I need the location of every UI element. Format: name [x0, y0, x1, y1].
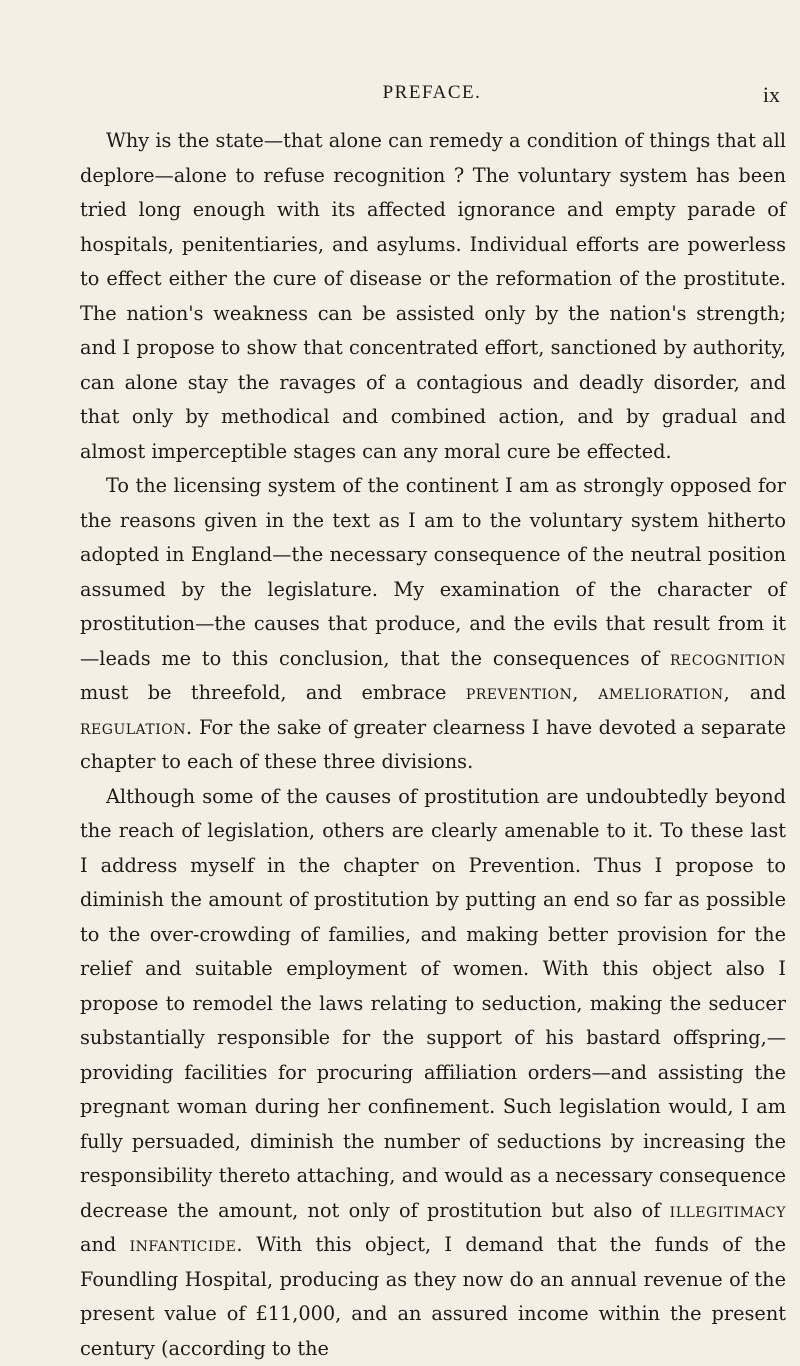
text-run: Although some of the causes of prostitution are undoubtedly beyond the reach of legislation, others are clearly amenable to it. To these last I address myself in the chapter on Prevention. Thus I propose to diminish the amount of prostitution by putting an end so far as possible to the over-crowding of families, and making better provision for the relief and suitable employment of women. With this object also I propose to remodel the laws relating to seduction, making the seducer substantially responsible for the support of his bastard offspring,—providing facilities for procuring affiliation orders—and assisting the pregnant woman during her confinement. Such legislation would, I am fully persuaded, diminish the number of seductions by increasing the responsibility thereto attaching, and would as a necessary consequence decrease the amount, not only of prostitution but also of: [80, 785, 786, 1222]
paragraph-2: [80, 469, 786, 780]
body-text: [80, 124, 786, 1366]
text-run: To the licensing system of the continent I am as strongly opposed for the reasons given in the text as I am to the voluntary system hitherto adopted in England—the necessary consequence of the neutral position assumed by the legislature. My examination of the character of prostitution—the causes that produce, and the evils that result from it—leads me to this conclusion, that the consequences of: [80, 474, 786, 670]
page-number: ix: [763, 82, 780, 108]
text-run: With this object, I demand that the funds of the Foundling Hospital, producing as they now do an annual revenue of the present value of £11,000, and an assured income within the present century (according to the: [80, 1233, 786, 1360]
small-caps-term: infanticide.: [130, 1233, 243, 1256]
small-caps-term: prevention,: [466, 681, 579, 704]
small-caps-term: recognition: [670, 647, 786, 670]
small-caps-term: illegitimacy: [670, 1199, 786, 1222]
text-run: must be threefold, and embrace: [80, 681, 446, 704]
text-run: For the sake of greater clearness I have devoted a separate chapter to each of these three divisions.: [80, 716, 786, 774]
text-run: and: [80, 1233, 116, 1256]
page-header: [80, 82, 784, 110]
small-caps-term: amelioration,: [598, 681, 730, 704]
paragraph-1: Why is the state—that alone can remedy a condition of things that all deplore—alone to refuse recognition ? The voluntary system has been tried long enough with its affected ignorance and empty parade of hospitals, penitentiaries, and asylums. Individual efforts are powerless to effect either the cure of disease or the reformation of the prostitute. The nation's weakness can be assisted only by the nation's strength; and I propose to show that concentrated effort, sanctioned by authority, can alone stay the ravages of a contagious and deadly disorder, and that only by methodical and combined action, and by gradual and almost imperceptible stages can any moral cure be effected.: [80, 124, 786, 469]
small-caps-term: regulation.: [80, 716, 193, 739]
running-title: PREFACE.: [80, 82, 784, 104]
paragraph-3: [80, 780, 786, 1366]
text-run: and: [750, 681, 786, 704]
